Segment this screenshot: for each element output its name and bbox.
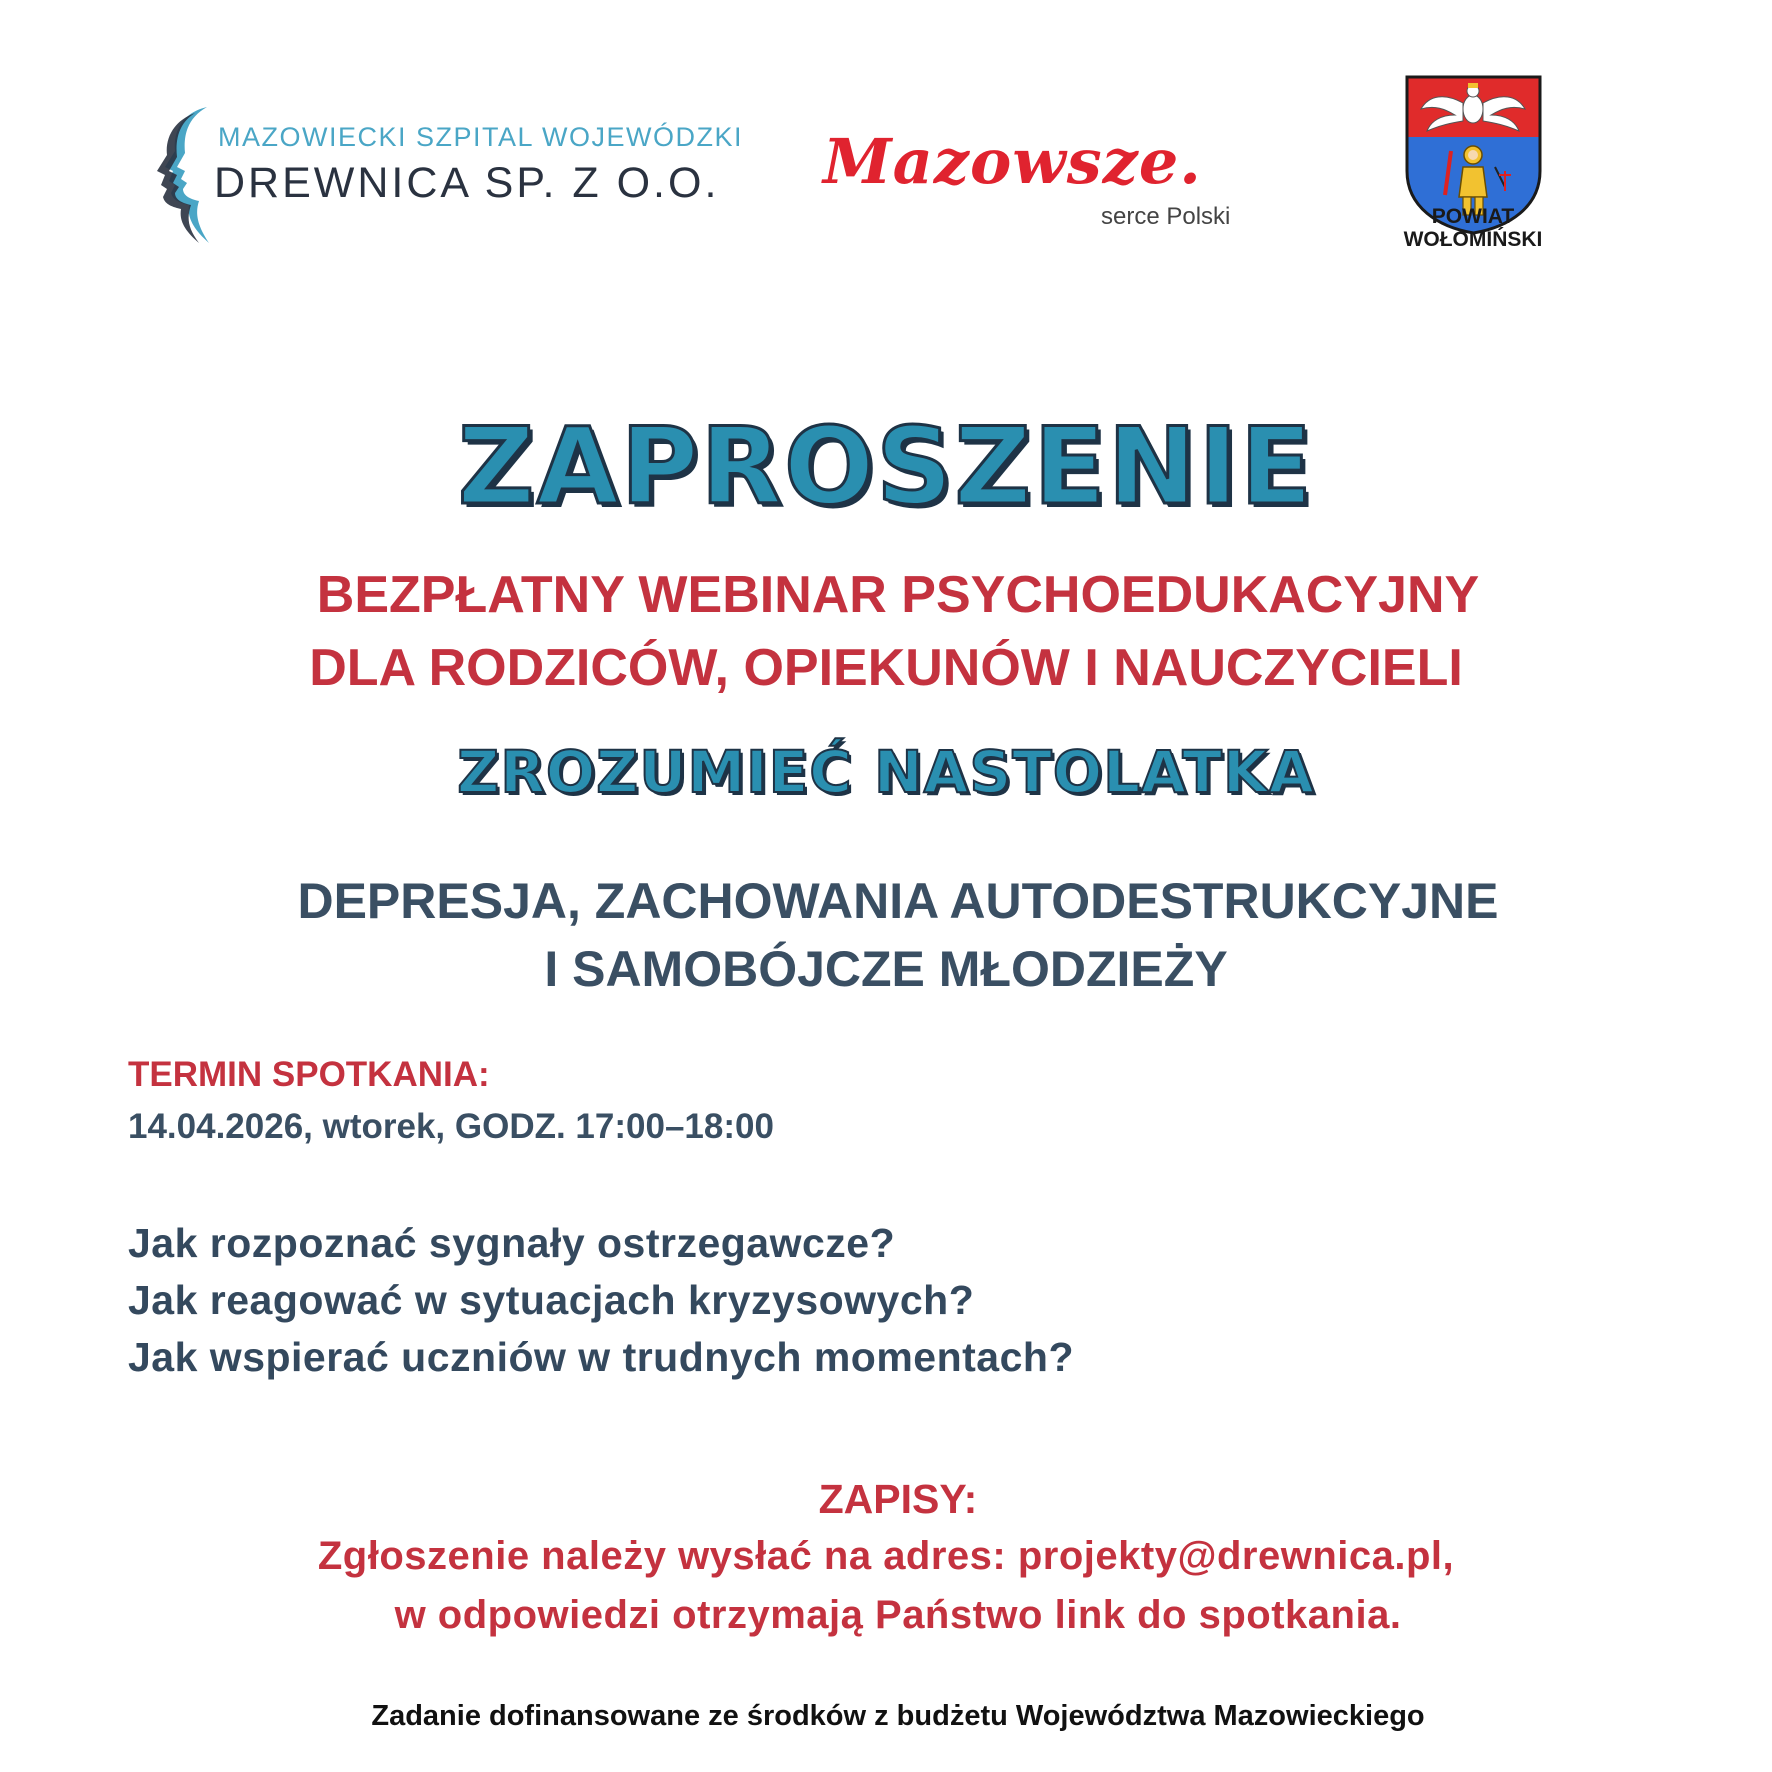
hospital-name-line1: MAZOWIECKI SZPITAL WOJEWÓDZKI xyxy=(218,122,744,152)
powiat-label-line2: WOŁOMIŃSKI xyxy=(1403,228,1543,251)
subtitle-line1: BEZPŁATNY WEBINAR PSYCHOEDUKACYJNY xyxy=(316,566,1480,624)
meeting-date: 14.04.2026, wtorek, GODZ. 17:00–18:00 xyxy=(128,1107,774,1146)
description-line2: I SAMOBÓJCZE MŁODZIEŻY xyxy=(544,941,1228,997)
signup-note: w odpowiedzi otrzymają Państwo link do spotkania. xyxy=(394,1593,1402,1637)
hospital-name-line2: DREWNICA SP. Z O.O. xyxy=(214,159,720,207)
mazowsze-tagline: serce Polski xyxy=(1101,203,1231,230)
hospital-logo xyxy=(155,105,744,245)
question-item: Jak reagować w sytuacjach kryzysowych? xyxy=(128,1277,975,1323)
mazowsze-wordmark: Mazowsze. xyxy=(823,125,1202,198)
description-line1: DEPRESJA, ZACHOWANIA AUTODESTRUKCYJNE xyxy=(297,873,1499,929)
subtitle-line2: DLA RODZICÓW, OPIEKUNÓW I NAUCZYCIELI xyxy=(309,639,1463,697)
profile-faces-icon xyxy=(155,105,215,245)
powiat-logo xyxy=(1385,75,1595,295)
signup-instructions: Zgłoszenie należy wysłać na adres: projekty@drewnica.pl, xyxy=(317,1534,1455,1578)
powiat-label-line1: POWIAT xyxy=(1431,205,1515,228)
webinar-topic: ZROZUMIEĆ NASTOLATKA xyxy=(457,738,1315,806)
signup-label: ZAPISY: xyxy=(818,1476,978,1522)
mazowsze-logo xyxy=(823,125,1243,245)
funding-footer: Zadanie dofinansowane ze środków z budżetu Województwa Mazowieckiego xyxy=(371,1700,1425,1732)
meeting-label: TERMIN SPOTKANIA: xyxy=(128,1055,490,1094)
question-item: Jak rozpoznać sygnały ostrzegawcze? xyxy=(128,1220,896,1266)
page-title: ZAPROSZENIE xyxy=(457,405,1315,528)
question-item: Jak wspierać uczniów w trudnych momentach? xyxy=(128,1334,1075,1380)
